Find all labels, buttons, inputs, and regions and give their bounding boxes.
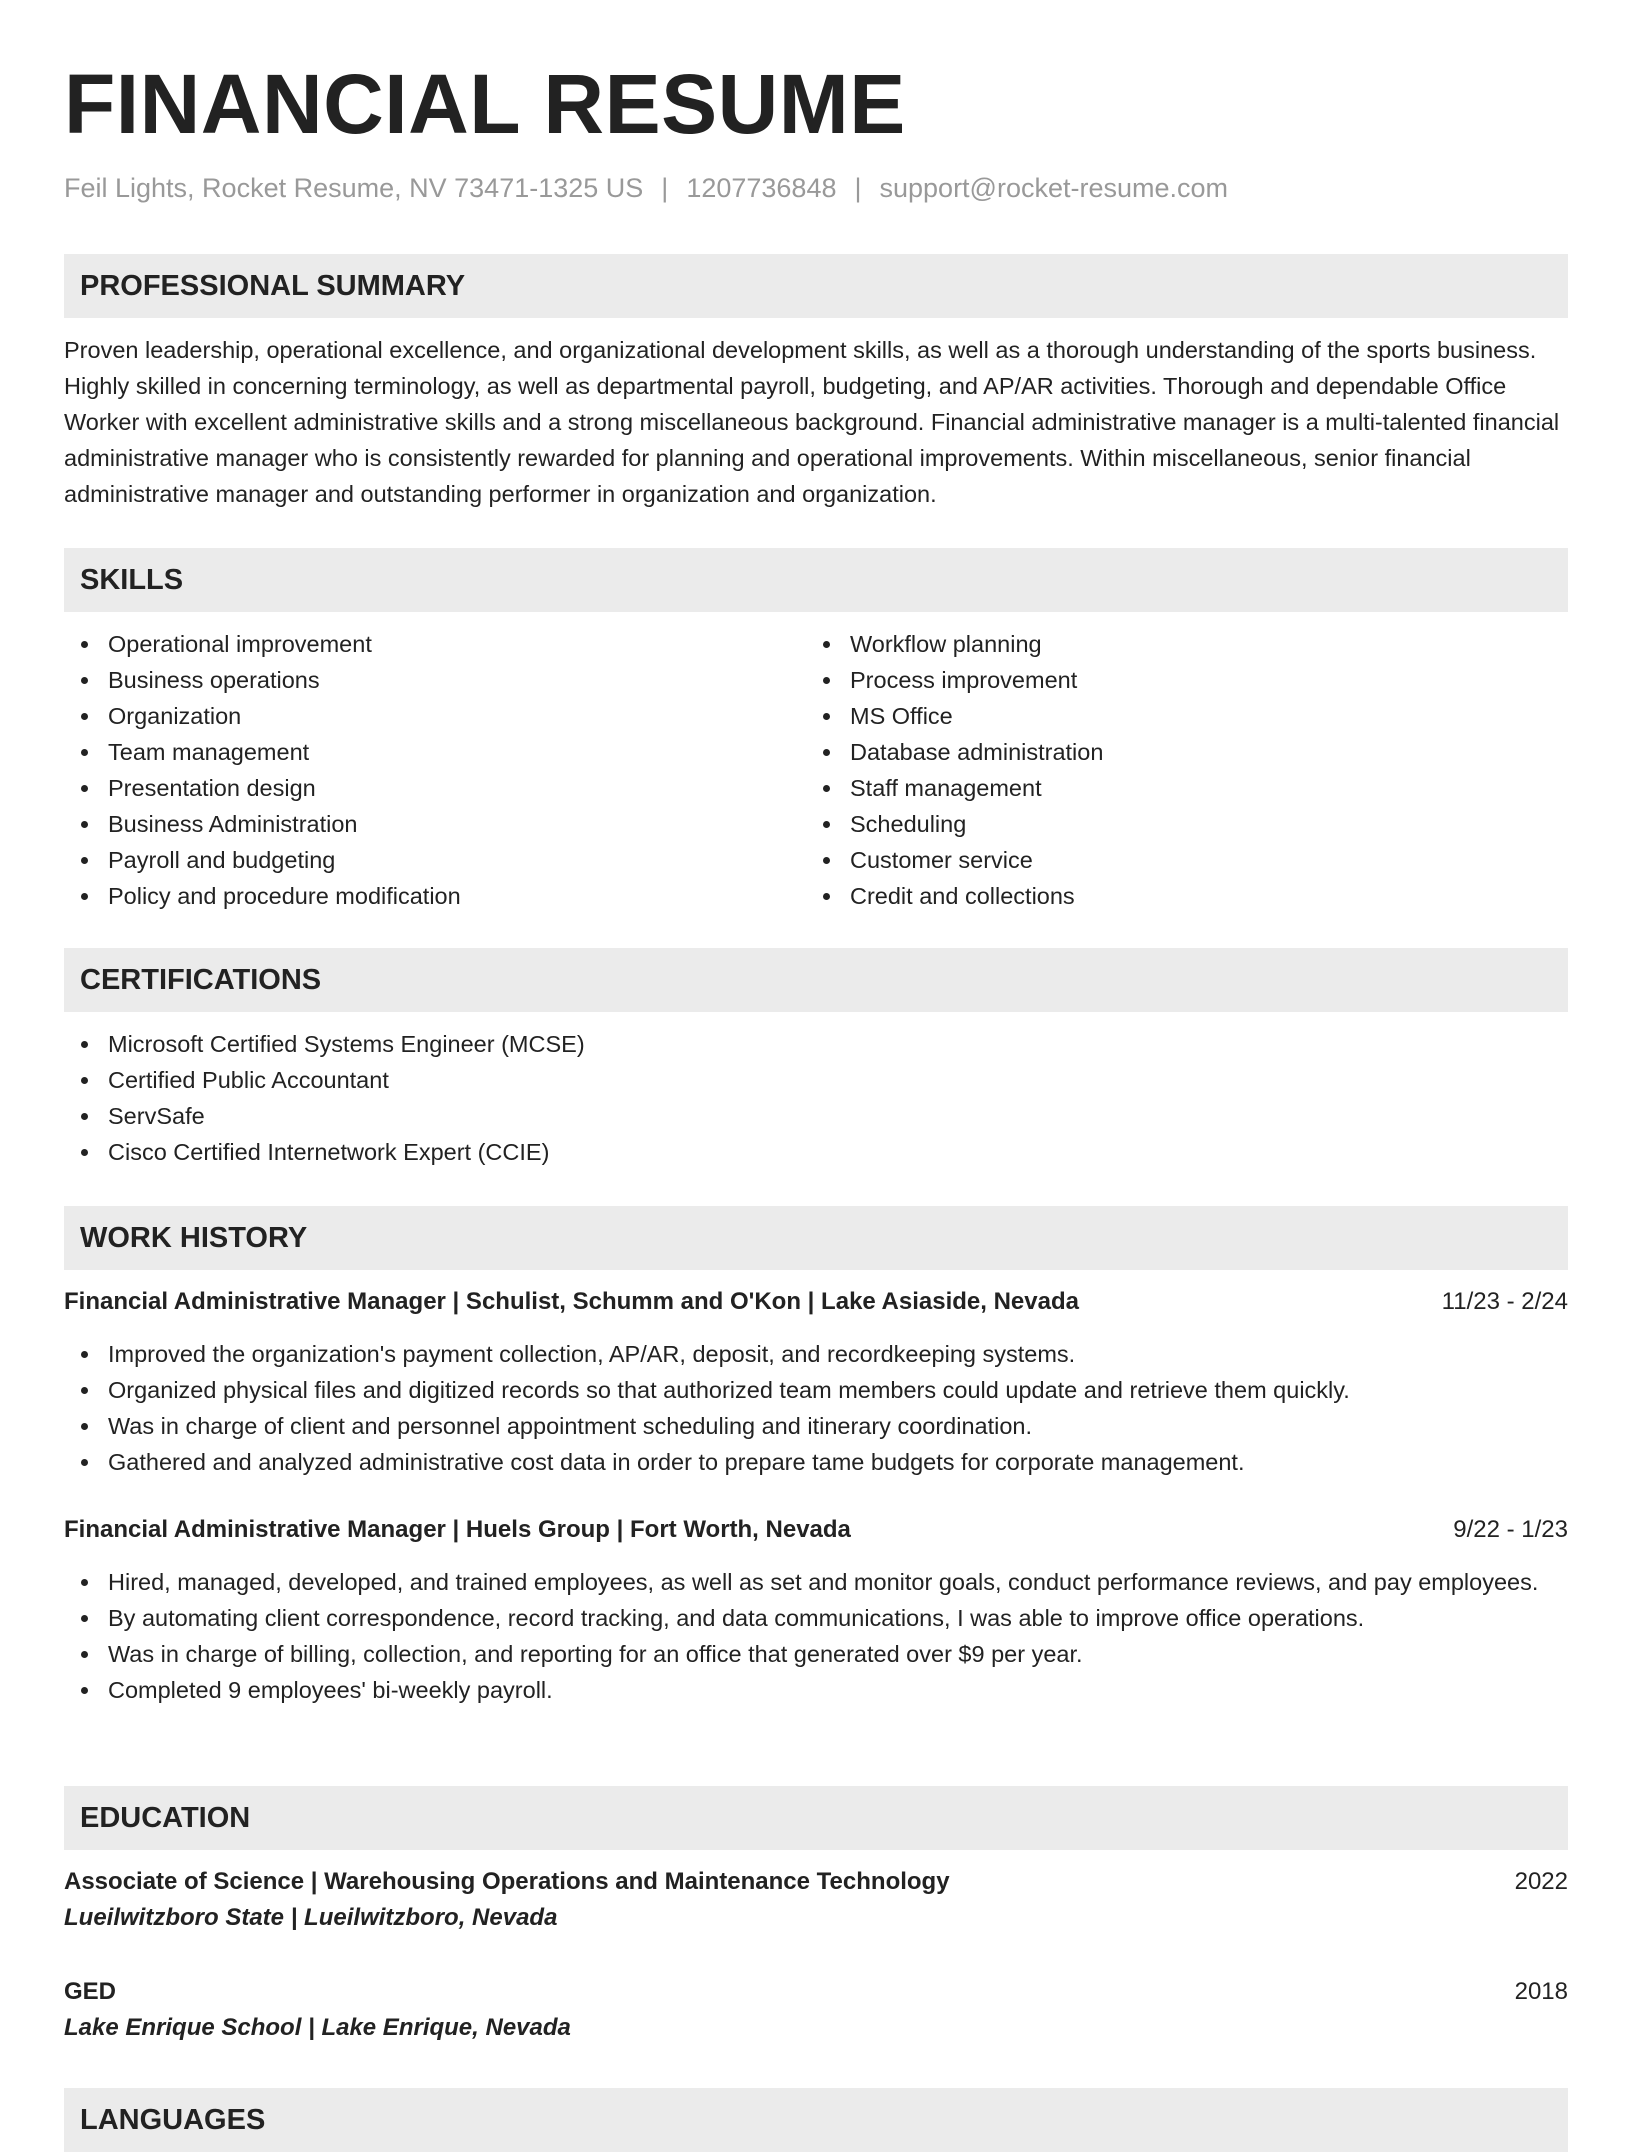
- summary-text: Proven leadership, operational excellence, and organizational development skills, as well as a thorough understanding of the sports business. Highly skilled in concerning terminology, as well as departmental payroll, budgeting, and AP/AR activities. Thorough and dependable Office Worker with excellent administrative skills and a strong miscellaneous background. Financial administrative manager is a multi-talented financial administrative manager who is consistently rewarded for planning and operational improvements. Within miscellaneous, senior financial administrative manager and outstanding performer in organization and organization.: [64, 337, 1560, 507]
- languages-section: [64, 2088, 1568, 2152]
- job-header: [64, 1284, 1568, 1320]
- certifications-heading: CERTIFICATIONS: [64, 948, 1568, 1012]
- skill-item: Presentation design: [64, 770, 806, 806]
- contact-separator: |: [661, 173, 669, 203]
- job-entry: [64, 1512, 1568, 1708]
- skill-item: Workflow planning: [806, 626, 1548, 662]
- skill-item: Customer service: [806, 842, 1548, 878]
- job-bullet: Hired, managed, developed, and trained employees, as well as set and monitor goals, conduct performance reviews, and pay employees.: [64, 1564, 1568, 1600]
- skill-item: Policy and procedure modification: [64, 878, 806, 914]
- contact-separator: |: [854, 173, 862, 203]
- skill-item: Payroll and budgeting: [64, 842, 806, 878]
- job-bullet: Gathered and analyzed administrative cost data in order to prepare tame budgets for corporate management.: [64, 1444, 1568, 1480]
- skill-item: MS Office: [806, 698, 1548, 734]
- job-entry: [64, 1284, 1568, 1480]
- education-header: [64, 1864, 1568, 1900]
- resume-name: FINANCIAL RESUME: [64, 57, 906, 151]
- education-school: Lueilwitzboro State | Lueilwitzboro, Nevada: [64, 1904, 558, 1931]
- summary-section: [64, 254, 1568, 512]
- job-title: Financial Administrative Manager | Schulist, Schumm and O'Kon | Lake Asiaside, Nevada: [64, 1288, 1079, 1315]
- work-history-section: [64, 1206, 1568, 1708]
- skill-item: Process improvement: [806, 662, 1548, 698]
- certification-item: Certified Public Accountant: [64, 1062, 1568, 1098]
- education-heading: EDUCATION: [64, 1786, 1568, 1850]
- education-entry: [64, 1974, 1568, 2046]
- education-school: Lake Enrique School | Lake Enrique, Nevada: [64, 2014, 571, 2041]
- languages-heading: LANGUAGES: [64, 2088, 1568, 2152]
- contact-line: [64, 170, 1568, 206]
- job-title: Financial Administrative Manager | Huels Group | Fort Worth, Nevada: [64, 1516, 851, 1543]
- resume-page: [64, 0, 1568, 2136]
- skill-item: Staff management: [806, 770, 1548, 806]
- certifications-list: [64, 1026, 1568, 1170]
- summary-heading: PROFESSIONAL SUMMARY: [64, 254, 1568, 318]
- certification-item: ServSafe: [64, 1098, 1568, 1134]
- education-section: [64, 1786, 1568, 2046]
- skill-item: Scheduling: [806, 806, 1548, 842]
- certification-item: Microsoft Certified Systems Engineer (MCSE): [64, 1026, 1568, 1062]
- education-year: 2022: [1514, 1868, 1568, 1895]
- education-year: 2018: [1514, 1978, 1568, 2005]
- job-bullet: Improved the organization's payment collection, AP/AR, deposit, and recordkeeping systems.: [64, 1336, 1568, 1372]
- skill-item: Credit and collections: [806, 878, 1548, 914]
- job-bullet: By automating client correspondence, record tracking, and data communications, I was able to improve office operations.: [64, 1600, 1568, 1636]
- contact-address: Feil Lights, Rocket Resume, NV 73471-1325 US: [64, 173, 644, 203]
- job-bullets: [64, 1564, 1568, 1708]
- job-bullet: Organized physical files and digitized records so that authorized team members could update and retrieve them quickly.: [64, 1372, 1568, 1408]
- skills-heading: SKILLS: [64, 548, 1568, 612]
- job-bullet: Completed 9 employees' bi-weekly payroll.: [64, 1672, 1568, 1708]
- certifications-section: [64, 948, 1568, 1170]
- contact-phone: 1207736848: [686, 173, 837, 203]
- job-bullets: [64, 1336, 1568, 1480]
- skill-item: Business operations: [64, 662, 806, 698]
- job-header: [64, 1512, 1568, 1548]
- skills-list-left: [64, 626, 806, 914]
- job-bullet: Was in charge of client and personnel appointment scheduling and itinerary coordination.: [64, 1408, 1568, 1444]
- skills-grid: [64, 626, 1568, 914]
- contact-email[interactable]: support@rocket-resume.com: [879, 173, 1229, 203]
- skill-item: Database administration: [806, 734, 1548, 770]
- skill-item: Business Administration: [64, 806, 806, 842]
- work-history-heading: WORK HISTORY: [64, 1206, 1568, 1270]
- job-bullet: Was in charge of billing, collection, and reporting for an office that generated over $9 per year.: [64, 1636, 1568, 1672]
- skill-item: Operational improvement: [64, 626, 806, 662]
- skills-list-right: [806, 626, 1548, 914]
- skill-item: Organization: [64, 698, 806, 734]
- job-dates: 11/23 - 2/24: [1441, 1288, 1568, 1315]
- education-degree: Associate of Science | Warehousing Operations and Maintenance Technology: [64, 1868, 950, 1895]
- certification-item: Cisco Certified Internetwork Expert (CCIE): [64, 1134, 1568, 1170]
- education-entry: [64, 1864, 1568, 1936]
- job-dates: 9/22 - 1/23: [1453, 1516, 1568, 1543]
- skills-section: [64, 548, 1568, 914]
- skill-item: Team management: [64, 734, 806, 770]
- education-header: [64, 1974, 1568, 2010]
- education-degree: GED: [64, 1978, 117, 2005]
